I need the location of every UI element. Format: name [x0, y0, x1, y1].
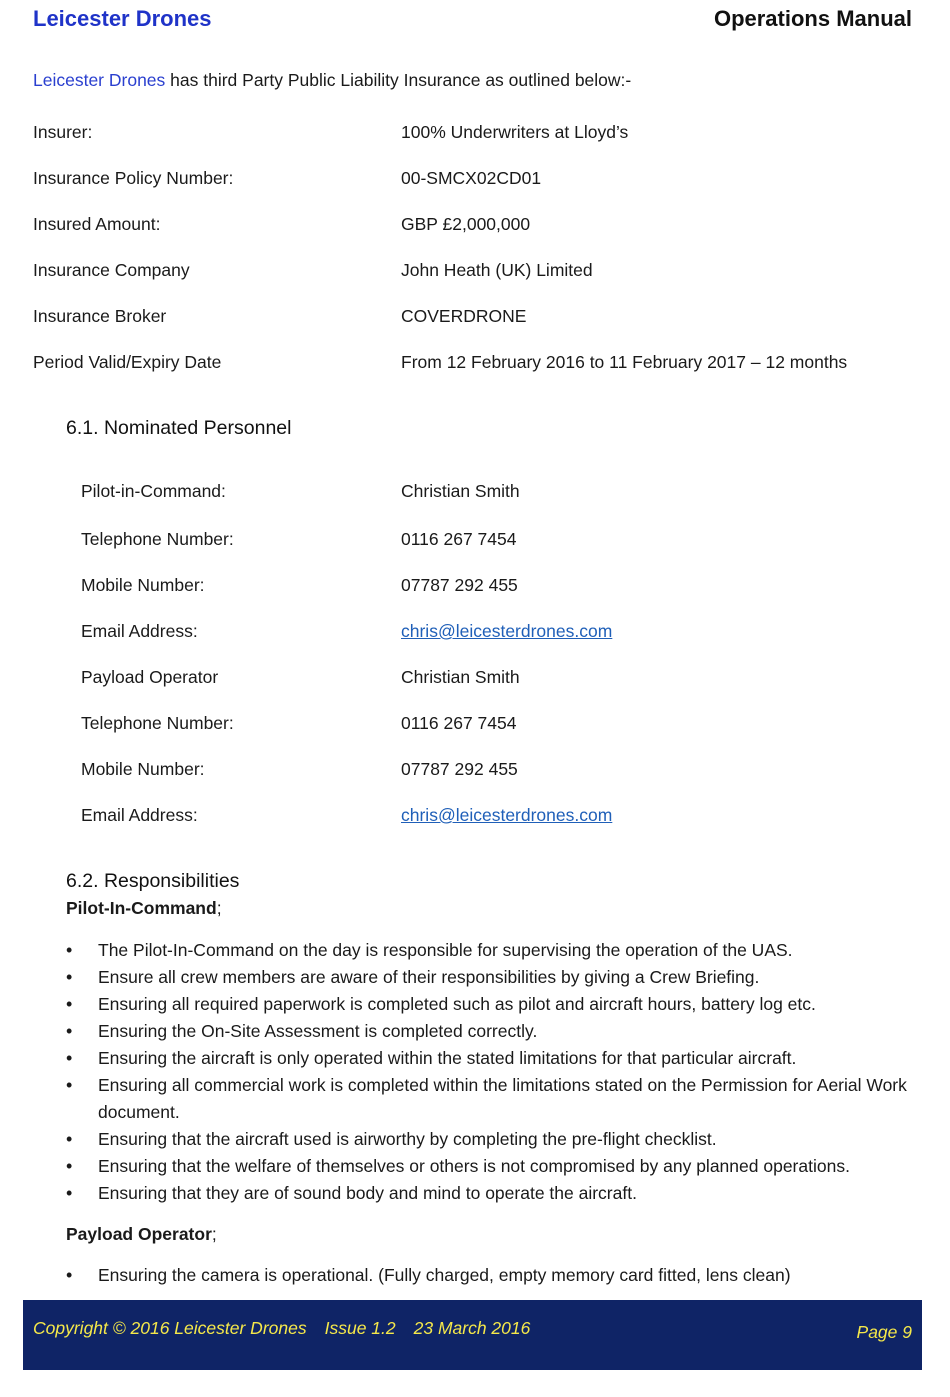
list-item — [66, 1126, 916, 1153]
pic-heading-semicolon: ; — [216, 898, 222, 918]
payload-telephone-label: Telephone Number: — [81, 713, 234, 733]
list-item — [66, 1262, 916, 1289]
list-item — [66, 1180, 916, 1207]
list-item-text: Ensuring that they are of sound body and mind to operate the aircraft. — [98, 1183, 637, 1203]
pic-label: Pilot-in-Command: — [81, 481, 226, 501]
bullet-icon: • — [66, 967, 73, 987]
footer-date: 23 March 2016 — [413, 1318, 531, 1338]
list-item-text: Ensure all crew members are aware of their responsibilities by giving a Crew Briefing. — [98, 967, 760, 987]
period-label: Period Valid/Expiry Date — [33, 352, 222, 372]
footer-left — [33, 1318, 530, 1339]
list-item — [66, 991, 916, 1018]
list-item-text: Ensuring that the aircraft used is airworthy by completing the pre-flight checklist. — [98, 1129, 717, 1149]
pic-heading — [66, 898, 222, 919]
list-item — [66, 937, 916, 964]
payload-mobile-label: Mobile Number: — [81, 759, 205, 779]
bullet-icon: • — [66, 1183, 73, 1203]
insurance-company-value: John Heath (UK) Limited — [401, 260, 593, 280]
company-name: Leicester Drones — [33, 6, 212, 31]
payload-heading-text: Payload Operator — [66, 1224, 212, 1244]
list-item — [66, 964, 916, 991]
footer-issue: Issue 1.2 — [324, 1318, 396, 1338]
pic-email-link[interactable]: chris@leicesterdrones.com — [401, 621, 613, 641]
intro-paragraph — [33, 70, 631, 91]
footer-page-number: Page 9 — [856, 1322, 912, 1342]
list-item — [66, 1045, 916, 1072]
list-item-text: Ensuring all required paperwork is completed such as pilot and aircraft hours, battery log etc. — [98, 994, 816, 1014]
payload-email-label: Email Address: — [81, 805, 198, 825]
bullet-icon: • — [66, 940, 73, 960]
list-item-text: Ensuring that the welfare of themselves or others is not compromised by any planned operations. — [98, 1156, 850, 1176]
list-item-text: Ensuring the camera is operational. (Fully charged, empty memory card fitted, lens clean) — [98, 1265, 791, 1285]
period-value: From 12 February 2016 to 11 February 2017 – 12 months — [401, 352, 848, 372]
intro-text: has third Party Public Liability Insurance as outlined below:- — [165, 70, 632, 90]
list-item-text: Ensuring all commercial work is completed within the limitations stated on the Permission for Aerial Work document. — [98, 1075, 907, 1122]
bullet-icon: • — [66, 994, 73, 1014]
list-item — [66, 1018, 916, 1045]
pic-mobile-value: 07787 292 455 — [401, 575, 518, 595]
policy-number-value: 00-SMCX02CD01 — [401, 168, 542, 188]
bullet-icon: • — [66, 1075, 73, 1095]
footer-copyright: Copyright © 2016 Leicester Drones — [33, 1318, 307, 1338]
document-title: Operations Manual — [713, 6, 912, 31]
bullet-icon: • — [66, 1129, 73, 1149]
list-item — [66, 1072, 916, 1126]
list-item — [66, 1153, 916, 1180]
bullet-icon: • — [66, 1265, 73, 1285]
insurer-label: Insurer: — [33, 122, 93, 142]
section-responsibilities: 6.2. Responsibilities — [66, 870, 240, 892]
pic-heading-text: Pilot-In-Command — [66, 898, 217, 918]
bullet-icon: • — [66, 1021, 73, 1041]
intro-brand: Leicester Drones — [33, 70, 166, 90]
list-item-text: The Pilot-In-Command on the day is responsible for supervising the operation of the UAS. — [98, 940, 793, 960]
pic-email-label: Email Address: — [81, 621, 198, 641]
payload-operator-value: Christian Smith — [401, 667, 520, 687]
policy-number-label: Insurance Policy Number: — [33, 168, 234, 188]
payload-heading — [66, 1224, 217, 1245]
payload-operator-label: Payload Operator — [81, 667, 219, 687]
insurance-company-label: Insurance Company — [33, 260, 190, 280]
page-footer — [23, 1300, 922, 1370]
pic-telephone-value: 0116 267 7454 — [401, 529, 517, 549]
payload-telephone-value: 0116 267 7454 — [401, 713, 517, 733]
insured-amount-label: Insured Amount: — [33, 214, 161, 234]
list-item-text: Ensuring the aircraft is only operated within the stated limitations for that particular aircraft. — [98, 1048, 797, 1068]
pic-telephone-label: Telephone Number: — [81, 529, 234, 549]
insurance-broker-label: Insurance Broker — [33, 306, 167, 326]
pic-mobile-label: Mobile Number: — [81, 575, 205, 595]
payload-mobile-value: 07787 292 455 — [401, 759, 518, 779]
list-item-text: Ensuring the On-Site Assessment is completed correctly. — [98, 1021, 538, 1041]
insurance-broker-value: COVERDRONE — [401, 306, 527, 326]
payload-email-link[interactable]: chris@leicesterdrones.com — [401, 805, 613, 825]
section-nominated-personnel: 6.1. Nominated Personnel — [66, 417, 292, 439]
insurer-value: 100% Underwriters at Lloyd’s — [401, 122, 629, 142]
bullet-icon: • — [66, 1048, 73, 1068]
pic-value: Christian Smith — [401, 481, 520, 501]
payload-heading-semicolon: ; — [211, 1224, 217, 1244]
insured-amount-value: GBP £2,000,000 — [401, 214, 531, 234]
bullet-icon: • — [66, 1156, 73, 1176]
